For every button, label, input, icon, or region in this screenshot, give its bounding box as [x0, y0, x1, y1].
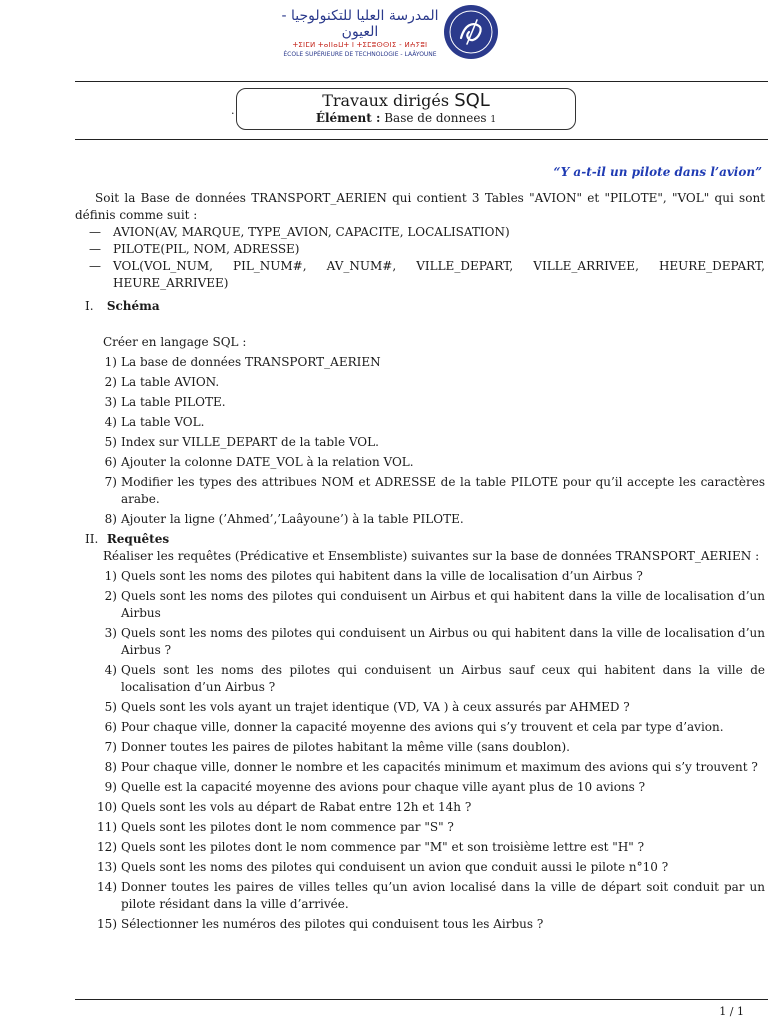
title-main: Travaux dirigés	[322, 91, 450, 110]
list-item: 4) Quels sont les noms des pilotes qui conduisent un Airbus sauf ceux qui habitent dans la ville de localisation d’un Airbus ?	[104, 663, 765, 694]
logo-french-text: ÉCOLE SUPÉRIEURE DE TECHNOLOGIE - LAÂYOUNE	[283, 51, 437, 58]
definition-item: — AVION(AV, MARQUE, TYPE_AVION, CAPACITE, LOCALISATION)	[89, 225, 510, 239]
intro-paragraph: Soit la Base de données TRANSPORT_AERIEN qui contient 3 Tables "AVION" et "PILOTE", "VOL" qui sont définis comme suit :	[75, 191, 765, 222]
section-number: II.	[85, 532, 99, 546]
list-item: 2) Quels sont les noms des pilotes qui conduisent un Airbus et qui habitent dans la ville de localisation d’un Airbus	[104, 589, 765, 620]
section-intro: Créer en langage SQL :	[103, 335, 247, 349]
element-label: Élément :	[315, 111, 381, 125]
list-item: 7) Modifier les types des attribues NOM et ADRESSE de la table PILOTE pour qu’il accepte les caractères arabe.	[104, 475, 765, 506]
list-item: 15) Sélectionner les numéros des pilotes qui conduisent tous les Airbus ?	[97, 917, 544, 931]
list-item: 5) Quels sont les vols ayant un trajet identique (VD, VA ) à ceux assurés par AHMED ?	[104, 700, 630, 714]
document-body	[75, 190, 765, 936]
list-item: 11) Quels sont les pilotes dont le nom commence par "S" ?	[97, 820, 454, 834]
list-item: 12) Quels sont les pilotes dont le nom commence par "M" et son troisième lettre est "H" ?	[97, 840, 645, 854]
epigraph-quote: “Y a-t-il un pilote dans l’avion”	[553, 165, 762, 179]
element-number: 1	[490, 115, 497, 125]
list-item: 9) Quelle est la capacité moyenne des avions pour chaque ville ayant plus de 10 avions ?	[104, 780, 646, 794]
definition-text: VOL(VOL_NUM, PIL_NUM#, AV_NUM#, VILLE_DEPART, VILLE_ARRIVEE, HEURE_DEPART, HEURE_ARRIVEE)	[113, 259, 765, 290]
element-line	[237, 111, 575, 127]
section-heading-schema	[75, 298, 765, 315]
list-item: 14) Donner toutes les paires de villes telles qu’un avion localisé dans la ville de départ soit conduit par un pilote résidant dans la ville d’arrivée.	[97, 880, 765, 911]
title-marker: .	[231, 104, 235, 117]
document-title	[237, 91, 575, 111]
definition-item: — PILOTE(PIL, NOM, ADRESSE)	[89, 242, 300, 256]
section-number: I.	[85, 299, 94, 313]
list-item: 4) La table VOL.	[104, 415, 205, 429]
list-item: 6) Ajouter la colonne DATE_VOL à la relation VOL.	[104, 455, 414, 469]
document-header	[0, 0, 768, 62]
logo-arabic-text: المدرسة العليا للتكنولوجيا - العيون	[281, 8, 439, 40]
section-title: Requêtes	[106, 532, 170, 546]
list-item: 3) Quels sont les noms des pilotes qui conduisent un Airbus ou qui habitent dans la ville de localisation d’un Airbus ?	[104, 626, 765, 657]
list-item: 1) La base de données TRANSPORT_AERIEN	[104, 355, 381, 369]
title-sql: SQL	[454, 90, 490, 111]
element-value: Base de donnees	[384, 111, 487, 125]
section-title: Schéma	[106, 299, 160, 313]
definition-text: PILOTE(PIL, NOM, ADRESSE)	[113, 242, 300, 256]
list-item: 7) Donner toutes les paires de pilotes habitant la même ville (sans doublon).	[104, 740, 570, 754]
school-logo	[280, 8, 440, 59]
list-item: 8) Pour chaque ville, donner le nombre et les capacités minimum et maximum des avions qui s’y trouvent ?	[104, 760, 758, 774]
top-rule	[75, 81, 768, 82]
section-heading-requetes	[75, 531, 765, 548]
list-item: 3) La table PILOTE.	[104, 395, 226, 409]
title-box	[236, 88, 576, 130]
section-intro: Réaliser les requêtes (Prédicative et Ensembliste) suivantes sur la base de données TRANSPORT_AERIEN :	[103, 549, 760, 563]
logo-tifinagh-text: ⵜⵉⵏⵎⵍ ⵜⴰⵏⵏⴰⵡⵜ ⵏ ⵜⵉⵎⵓⵙⵙⵏⵉ - ⵍⵄⵢⵓⵏ	[292, 41, 428, 49]
schema-task-list	[75, 354, 765, 528]
list-item: 8) Ajouter la ligne (’Ahmed’,’Laâyoune’) à la table PILOTE.	[104, 512, 464, 526]
middle-rule	[75, 139, 768, 140]
query-list	[75, 568, 765, 933]
list-item: 5) Index sur VILLE_DEPART de la table VOL.	[104, 435, 379, 449]
list-item: 6) Pour chaque ville, donner la capacité moyenne des avions qui s’y trouvent et cela par type d’avion.	[104, 720, 724, 734]
bottom-rule	[75, 999, 768, 1000]
definition-text: AVION(AV, MARQUE, TYPE_AVION, CAPACITE, LOCALISATION)	[113, 225, 510, 239]
list-item: 13) Quels sont les noms des pilotes qui conduisent un avion que conduit aussi le pilote n°10 ?	[97, 860, 669, 874]
list-item: 2) La table AVION.	[104, 375, 220, 389]
list-item: 10) Quels sont les vols au départ de Rabat entre 12h et 14h ?	[97, 800, 472, 814]
definition-item: — VOL(VOL_NUM, PIL_NUM#, AV_NUM#, VILLE_DEPART, VILLE_ARRIVEE, HEURE_DEPART, HEURE_ARRIVEE)	[89, 259, 765, 290]
page-number: 1 / 1	[719, 1005, 744, 1018]
university-seal-icon	[443, 4, 499, 60]
table-definitions	[75, 224, 765, 292]
list-item: 1) Quels sont les noms des pilotes qui habitent dans la ville de localisation d’un Airbus ?	[104, 569, 643, 583]
